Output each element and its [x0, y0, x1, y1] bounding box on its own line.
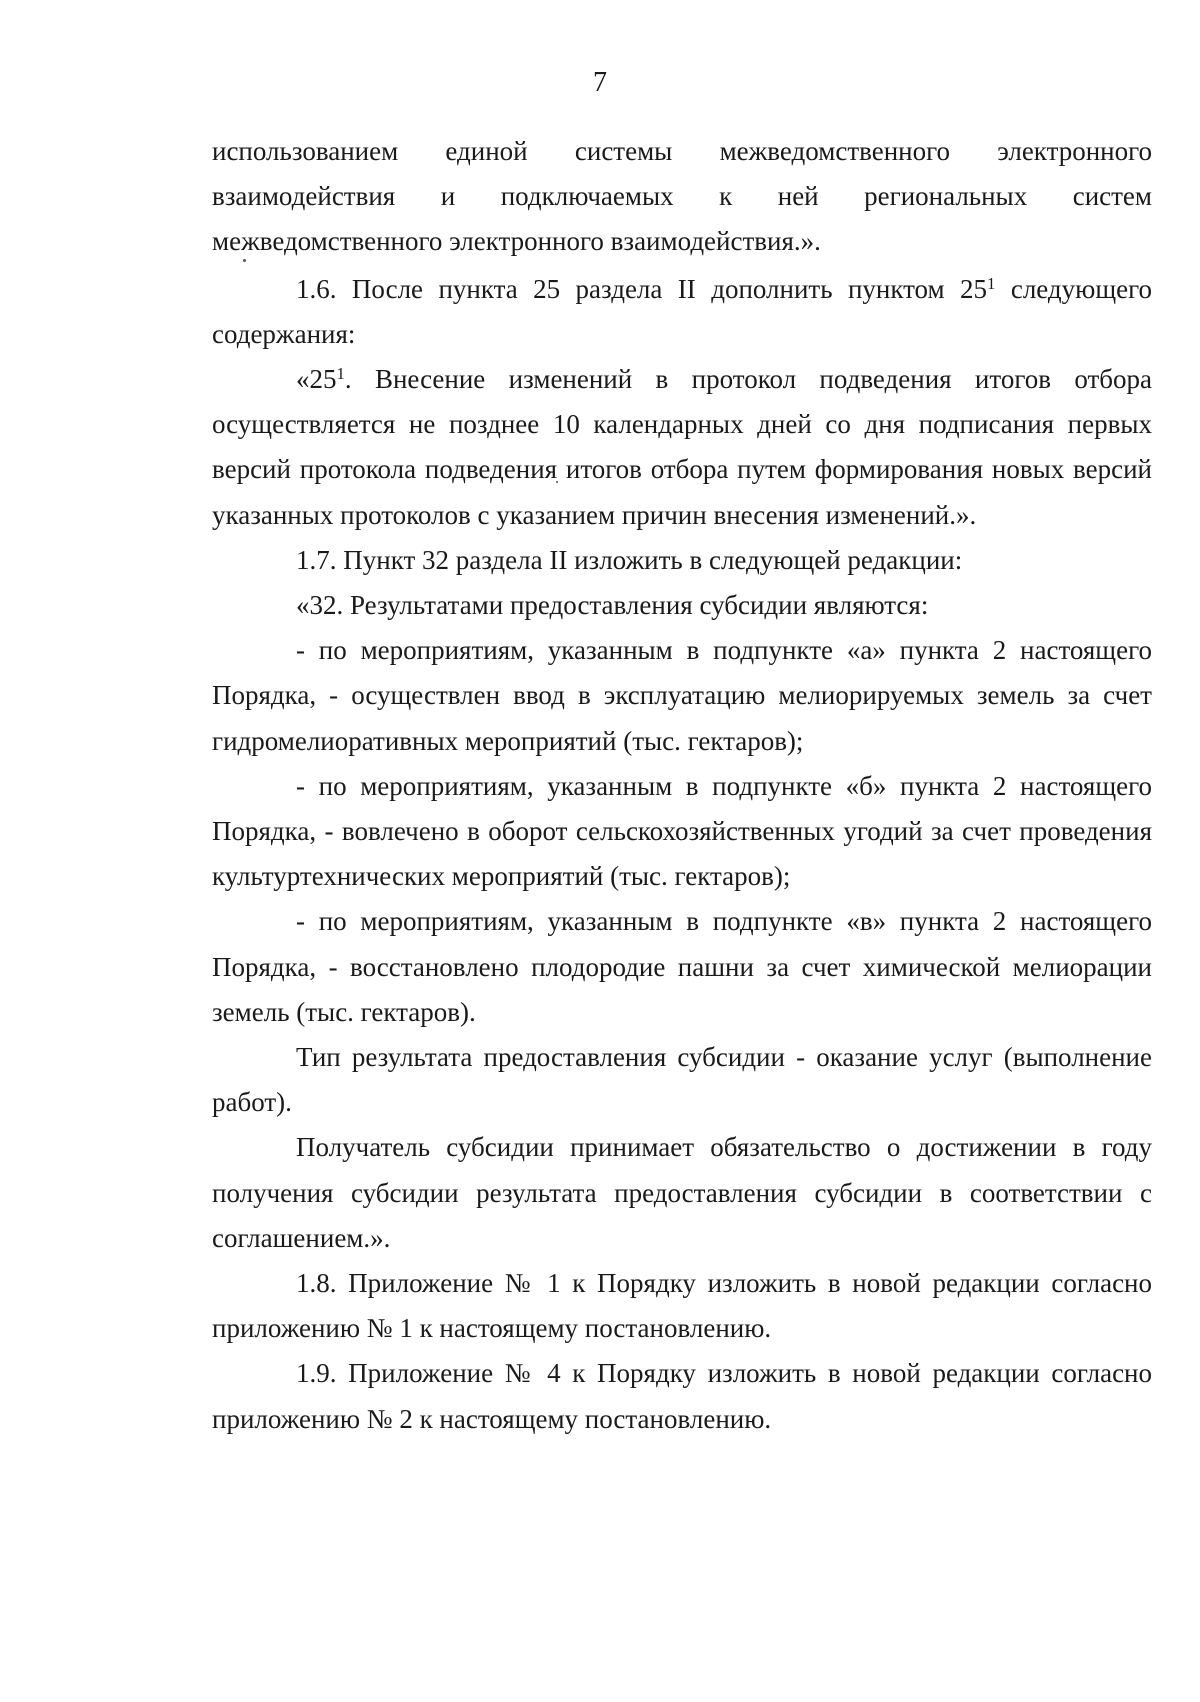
paragraph-result-type: Тип результата предоставления субсидии - оказание услуг (выполнение работ). — [212, 1042, 1152, 1118]
paragraph-obligation: Получатель субсидии принимает обязательство о достижении в году получения субсидии результата предоставления субсидии в соответствии с соглашением.». — [212, 1132, 1152, 1253]
superscript: 1 — [987, 273, 996, 293]
document-body — [212, 129, 1152, 1442]
paragraph-1-7: 1.7. Пункт 32 раздела II изложить в следующей редакции: — [296, 544, 963, 575]
paragraph-25-1-text: «25 — [296, 364, 337, 395]
paragraph-1-6-text: 1.6. После пункта 25 раздела II дополнить пунктом 25 — [296, 273, 988, 304]
superscript: 1 — [336, 363, 345, 383]
paragraph-1-6 — [212, 267, 1152, 357]
paragraph-1-6-text-end: следующего содержания: — [212, 273, 1153, 349]
paragraph-continuation: использованием единой системы межведомственного электронного взаимодействия и подключаемых к ней региональных систем межведомственного электронного взаимодействия.». — [212, 136, 1152, 257]
paragraph-25-1 — [212, 357, 1152, 538]
list-item-v: - по мероприятиям, указанным в подпункте «в» пункта 2 настоящего Порядка, - восстановлено плодородие пашни за счет химической мелиорации земель (тыс. гектаров). — [212, 906, 1152, 1027]
paragraph-25-1-text-end: . Внесение изменений в протокол подведения итогов отбора осуществляется не позднее 10 календарных дней со дня подписания первых версий протокола подведения итогов отбора путем формирования новых версий указанных протоколов с указанием причин внесения изменений.». — [212, 364, 1152, 530]
list-item-b: - по мероприятиям, указанным в подпункте «б» пункта 2 настоящего Порядка, - вовлечено в оборот сельскохозяйственных угодий за счет проведения культуртехнических мероприятий (тыс. гектаров); — [212, 770, 1152, 892]
list-item-a: - по мероприятиям, указанным в подпункте «а» пункта 2 настоящего Порядка, - осуществлен ввод в эксплуатацию мелиорируемых земель за счет гидромелиоративных мероприятий (тыс. гектаров); — [212, 635, 1152, 756]
paragraph-1-9: 1.9. Приложение № 4 к Порядку изложить в новой редакции согласно приложению № 2 к настоящему постановлению. — [212, 1358, 1152, 1434]
paragraph-1-8: 1.8. Приложение № 1 к Порядку изложить в новой редакции согласно приложению № 1 к настоящему постановлению. — [212, 1268, 1152, 1344]
page-number: 7 — [593, 67, 607, 98]
paragraph-32: «32. Результатами предоставления субсидии являются: — [296, 590, 929, 621]
